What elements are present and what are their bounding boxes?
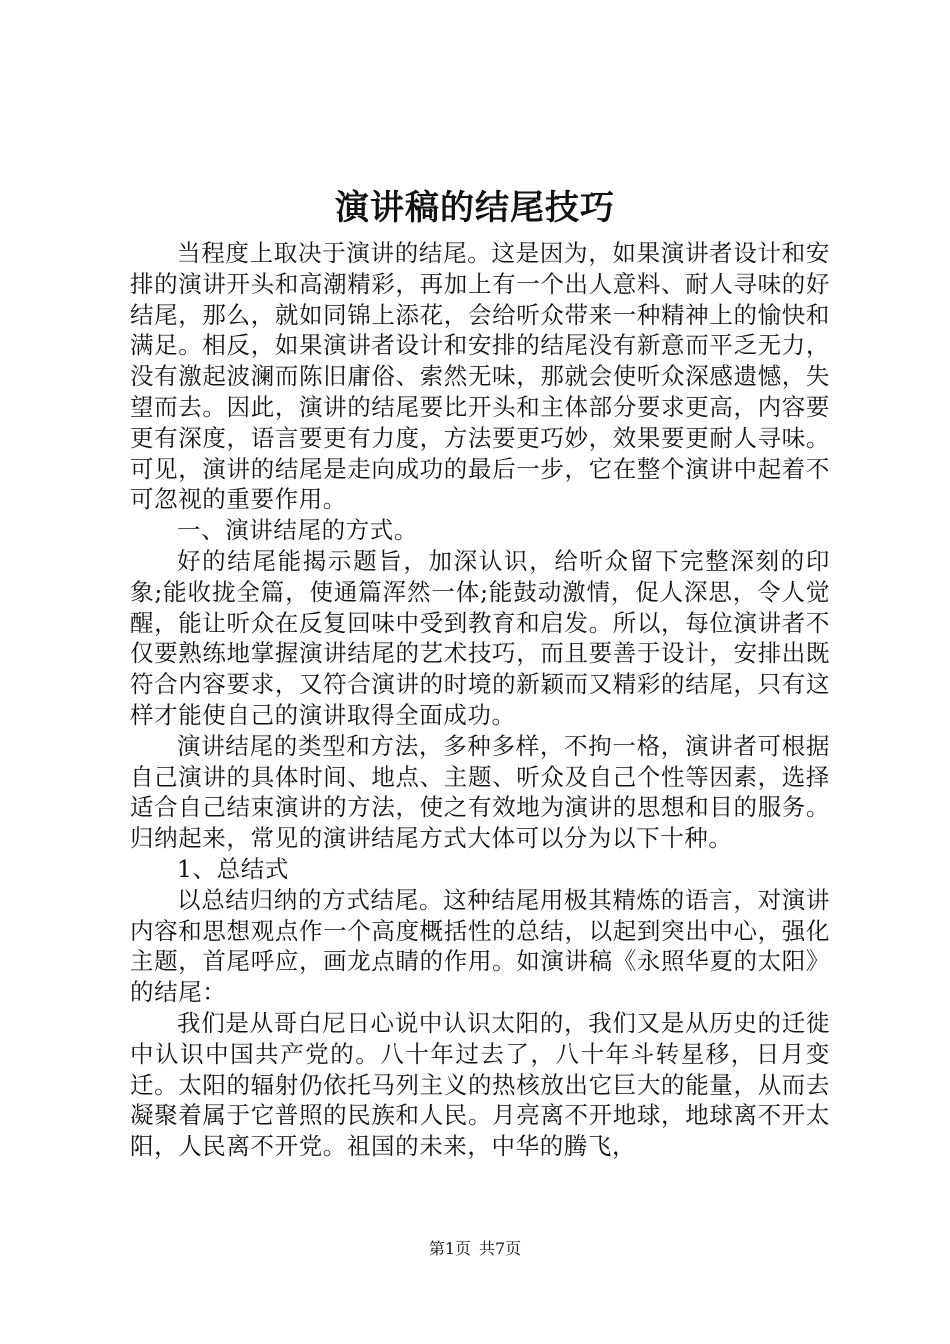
page-footer (0, 1238, 950, 1260)
document-body (130, 238, 830, 1162)
body-paragraph: 好的结尾能揭示题旨，加深认识，给听众留下完整深刻的印象;能收拢全篇，使通篇浑然一体;能鼓动激情，促人深思，令人觉醒，能让听众在反复回味中受到教育和启发。所以，每位演讲者不仅要熟练地掌握演讲结尾的艺术技巧，而且要善于设计，安排出既符合内容要求，又符合演讲的时境的新颖而又精彩的结尾，只有这样才能使自己的演讲取得全面成功。 (130, 546, 830, 729)
body-paragraph: 当程度上取决于演讲的结尾。这是因为，如果演讲者设计和安排的演讲开头和高潮精彩，再加上有一个出人意料、耐人寻味的好结尾，那么，就如同锦上添花，会给听众带来一种精神上的愉快和满足。相反，如果演讲者设计和安排的结尾没有新意而平乏无力，没有激起波澜而陈旧庸俗、索然无味，那就会使听众深感遗憾，失望而去。因此，演讲的结尾要比开头和主体部分要求更高，内容要更有深度，语言要更有力度，方法要更巧妙，效果要更耐人寻味。可见，演讲的结尾是走向成功的最后一步，它在整个演讲中起着不可忽视的重要作用。 (130, 239, 830, 514)
document-title: 演讲稿的结尾技巧 (335, 188, 615, 228)
body-paragraph: 演讲结尾的类型和方法，多种多样，不拘一格，演讲者可根据自己演讲的具体时间、地点、主题、听众及自己个性等因素，选择适合自己结束演讲的方法，使之有效地为演讲的思想和目的服务。归纳起来，常见的演讲结尾方式大体可以分为以下十种。 (130, 731, 830, 853)
section-heading: 一、演讲结尾的方式。 (177, 516, 418, 545)
page-number: 第1页 (428, 1239, 471, 1258)
quoted-paragraph: 我们是从哥白尼日心说中认识太阳的，我们又是从历史的迁徙中认识中国共产党的。八十年过去了，八十年斗转星移，日月变迁。太阳的辐射仍依托马列主义的热核放出它巨大的能量，从而去凝聚着属于它普照的民族和人民。月亮离不开地球，地球离不开太阳，人民离不开党。祖国的未来，中华的腾飞， (130, 1008, 830, 1161)
body-paragraph: 以总结归纳的方式结尾。这种结尾用极其精炼的语言，对演讲内容和思想观点作一个高度概括性的总结，以起到突出中心，强化主题，首尾呼应，画龙点睛的作用。如演讲稿《永照华夏的太阳》的结尾： (130, 885, 830, 1007)
page-total: 共7页 (479, 1239, 522, 1258)
subsection-heading: 1、总结式 (177, 854, 289, 883)
